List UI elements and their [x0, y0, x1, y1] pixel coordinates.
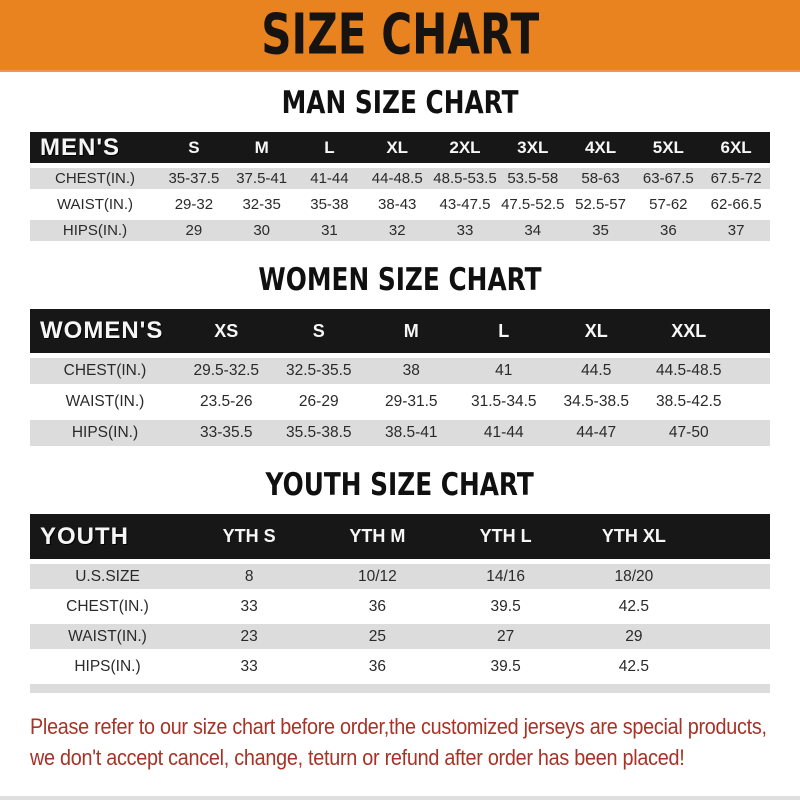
- row-label: U.S.SIZE: [75, 567, 140, 585]
- table-cell: 36: [368, 597, 386, 615]
- table-cell: 34: [524, 222, 542, 239]
- table-cell: 14/16: [486, 567, 526, 585]
- table-cell: 38: [402, 362, 420, 379]
- table-cell: 39.5: [490, 657, 521, 675]
- table-cell: 23: [240, 627, 258, 645]
- table-cell: 41-44: [310, 170, 349, 187]
- column-header: S: [312, 320, 325, 341]
- bottom-edge-divider: [0, 796, 800, 800]
- row-label: WAIST(IN.): [56, 196, 134, 213]
- column-header: YTH S: [222, 526, 276, 546]
- table-cell: 32.5-35.5: [286, 362, 352, 379]
- column-header: L: [498, 320, 510, 341]
- size-table-youth: [30, 514, 770, 693]
- table-row: [30, 624, 770, 649]
- table-cell: 31: [321, 222, 338, 239]
- table-cell: 57-62: [649, 196, 688, 213]
- table-cell: 35-38: [310, 196, 349, 213]
- banner-title: SIZE CHART: [260, 1, 540, 68]
- row-label: HIPS(IN.): [74, 657, 141, 675]
- table-cell: 36: [368, 657, 386, 675]
- row-label: HIPS(IN.): [62, 222, 128, 239]
- table-cell: 44.5-48.5: [656, 362, 722, 379]
- table-cell: 31.5-34.5: [471, 393, 537, 410]
- table-cell: 42.5: [618, 597, 649, 615]
- table-cell: 52.5-57: [575, 196, 626, 213]
- table-cell: 34.5-38.5: [563, 393, 629, 410]
- table-cell: 27: [497, 627, 515, 645]
- table-cell: 32: [388, 222, 406, 239]
- section-youth: [0, 467, 800, 693]
- table-cell: 35.5-38.5: [286, 424, 352, 441]
- table-cell: 37: [727, 222, 745, 239]
- size-table-women: [30, 309, 770, 446]
- table-cell: 42.5: [618, 657, 649, 675]
- row-label: CHEST(IN.): [66, 597, 149, 615]
- table-cell: 39.5: [490, 597, 521, 615]
- column-header: XL: [584, 320, 608, 341]
- row-label: WAIST(IN.): [68, 627, 147, 645]
- table-cell: 33: [240, 657, 258, 675]
- table-header-row: [30, 514, 770, 559]
- column-header: 2XL: [449, 137, 481, 157]
- table-cell: 63-67.5: [642, 170, 694, 187]
- column-header: M: [403, 320, 419, 341]
- table-cell: 67.5-72: [710, 170, 762, 187]
- table-cell: 33: [456, 222, 474, 239]
- section-title-youth: [0, 467, 800, 503]
- table-header-label: MEN'S: [40, 133, 121, 161]
- table-cell: 25: [368, 627, 386, 645]
- row-label: CHEST(IN.): [63, 362, 147, 379]
- table-cell: 32-35: [242, 196, 281, 213]
- table-row: [30, 358, 770, 384]
- table-cell: 53.5-58: [507, 170, 559, 187]
- table-cell: 44-47: [576, 424, 617, 441]
- column-header: 3XL: [517, 137, 549, 157]
- size-chart-banner: [0, 0, 800, 72]
- table-header-row: [30, 309, 770, 353]
- column-header: YTH XL: [601, 526, 666, 546]
- size-chart-sections: [0, 85, 800, 693]
- section-title-text: MAN SIZE CHART: [281, 85, 519, 121]
- section-title-text: WOMEN SIZE CHART: [258, 262, 542, 298]
- table-row: [30, 564, 770, 589]
- table-row: [30, 168, 770, 189]
- table-cell: 29: [625, 627, 643, 645]
- table-cell: 29-31.5: [384, 393, 438, 410]
- table-row: [30, 389, 770, 415]
- table-cell: 43-47.5: [439, 196, 491, 213]
- table-cell: 8: [244, 567, 254, 585]
- table-cell: 30: [253, 222, 270, 239]
- column-header: XXL: [671, 320, 707, 341]
- table-cell: 35: [592, 222, 609, 239]
- table-row: [30, 420, 770, 446]
- trailing-gray-strip: [30, 684, 770, 693]
- column-header: YTH L: [479, 526, 532, 546]
- table-cell: 38.5-42.5: [656, 393, 722, 410]
- table-cell: 29: [185, 222, 203, 239]
- table-cell: 33-35.5: [199, 424, 253, 441]
- column-header: 5XL: [652, 137, 684, 157]
- table-cell: 35-37.5: [168, 170, 220, 187]
- table-cell: 33: [240, 597, 258, 615]
- table-cell: 18/20: [614, 567, 654, 585]
- table-cell: 48.5-53.5: [433, 170, 497, 187]
- table-cell: 41: [495, 362, 513, 379]
- section-title-women: [0, 262, 800, 298]
- table-row: [30, 220, 770, 241]
- column-header: S: [188, 137, 200, 157]
- table-header-label: YOUTH: [40, 522, 129, 550]
- column-header: 6XL: [720, 137, 752, 157]
- column-header: M: [254, 137, 269, 157]
- column-header: YTH M: [349, 526, 406, 546]
- table-cell: 47.5-52.5: [501, 196, 565, 213]
- table-cell: 36: [659, 222, 677, 239]
- row-label: CHEST(IN.): [55, 170, 135, 187]
- table-cell: 29.5-32.5: [193, 362, 259, 379]
- table-cell: 38.5-41: [384, 424, 438, 441]
- column-header: L: [324, 137, 335, 157]
- table-header-label: WOMEN'S: [40, 317, 164, 344]
- table-cell: 38-43: [378, 196, 417, 213]
- column-header: XS: [214, 320, 239, 341]
- disclaimer-line-1: Please refer to our size chart before order,the customized jerseys are special products,: [30, 714, 767, 739]
- table-cell: 47-50: [668, 424, 709, 441]
- table-cell: 41-44: [483, 424, 524, 441]
- row-label: WAIST(IN.): [65, 393, 145, 410]
- table-cell: 10/12: [357, 567, 397, 585]
- table-cell: 29-32: [174, 196, 214, 213]
- table-cell: 26-29: [298, 393, 339, 410]
- table-cell: 23.5-26: [199, 393, 253, 410]
- table-cell: 37.5-41: [236, 170, 288, 187]
- section-women: [0, 262, 800, 446]
- table-row: [30, 654, 770, 679]
- section-title-men: [0, 85, 800, 121]
- section-title-text: YOUTH SIZE CHART: [265, 467, 535, 503]
- table-header-row: [30, 132, 770, 163]
- column-header: XL: [386, 137, 409, 157]
- row-label: HIPS(IN.): [71, 424, 139, 441]
- table-cell: 62-66.5: [710, 196, 762, 213]
- column-header: 4XL: [584, 137, 617, 157]
- table-row: [30, 594, 770, 619]
- table-cell: 58-63: [581, 170, 620, 187]
- size-table-men: [30, 132, 770, 241]
- disclaimer-line-2: we don't accept cancel, change, teturn or refund after order has been placed!: [30, 745, 685, 770]
- table-cell: 44.5: [581, 362, 612, 379]
- disclaimer-text: [30, 711, 800, 773]
- table-row: [30, 194, 770, 215]
- section-men: [0, 85, 800, 241]
- table-cell: 44-48.5: [371, 170, 423, 187]
